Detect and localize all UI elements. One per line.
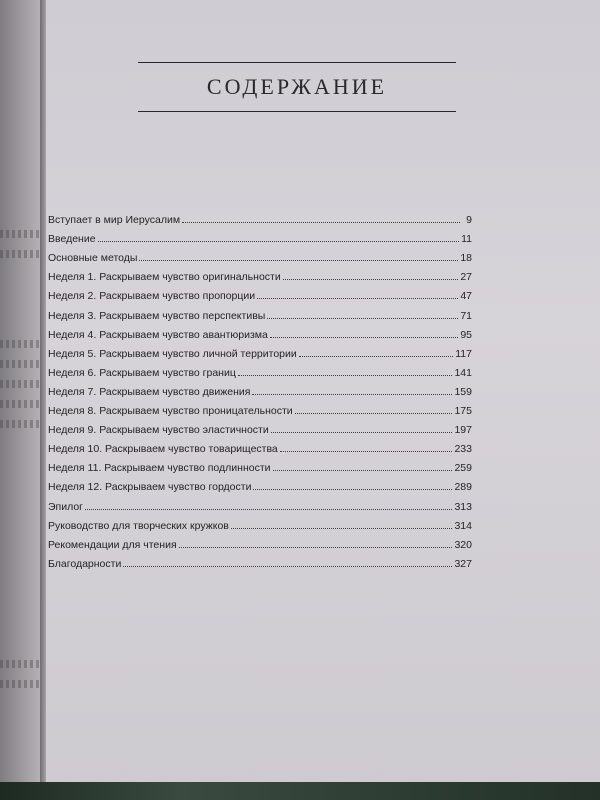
- toc-entry-page-number: 320: [454, 538, 472, 551]
- toc-dot-leader: [123, 566, 452, 567]
- toc-dot-leader: [238, 375, 453, 376]
- toc-dot-leader: [295, 413, 453, 414]
- toc-entry-page-number: 159: [454, 385, 472, 398]
- toc-entry-title: Неделя 11. Раскрываем чувство подлинности: [48, 462, 271, 475]
- toc-entry-page-number: 197: [454, 424, 472, 437]
- toc-entry-page-number: 313: [454, 500, 472, 513]
- toc-dot-leader: [139, 260, 458, 261]
- toc-dot-leader: [283, 279, 459, 280]
- toc-entry-title: Неделя 2. Раскрываем чувство пропорции: [48, 290, 256, 303]
- toc-entry-title: Неделя 5. Раскрываем чувство личной территории: [48, 347, 297, 360]
- toc-entry-page-number: 11: [461, 233, 472, 246]
- toc-entry-title: Неделя 12. Раскрываем чувство гордости: [48, 481, 252, 494]
- toc-entry: [48, 302, 472, 321]
- toc-entry-title: Основные методы: [48, 252, 138, 265]
- toc-entry: [48, 455, 472, 474]
- toc-entry-page-number: 27: [460, 271, 472, 284]
- page-title: СОДЕРЖАНИЕ: [206, 74, 388, 99]
- toc-entry-page-number: 233: [454, 443, 472, 456]
- toc-entry-title: Неделя 3. Раскрываем чувство перспективы: [48, 309, 266, 322]
- toc-entry-title: Введение: [48, 233, 96, 246]
- toc-dot-leader: [257, 298, 458, 299]
- toc-dot-leader: [270, 337, 458, 338]
- toc-entry-title: Неделя 1. Раскрываем чувство оригинальности: [48, 271, 281, 284]
- contents-heading-box: [138, 62, 456, 112]
- toc-entry: [48, 398, 472, 417]
- toc-entry-page-number: 117: [455, 347, 472, 360]
- toc-entry-title: Рекомендации для чтения: [48, 538, 177, 551]
- toc-entry-page-number: 71: [460, 309, 472, 322]
- toc-entry-title: Руководство для творческих кружков: [48, 519, 229, 532]
- toc-dot-leader: [182, 222, 460, 223]
- table-of-contents: [48, 207, 472, 570]
- toc-entry-page-number: 141: [454, 366, 472, 379]
- toc-entry: [48, 379, 472, 398]
- toc-entry-title: Неделя 10. Раскрываем чувство товарищества: [48, 443, 278, 456]
- toc-entry-title: Неделя 4. Раскрываем чувство авантюризма: [48, 328, 268, 341]
- toc-entry-title: Неделя 8. Раскрываем чувство проницательности: [48, 405, 293, 418]
- toc-entry-title: Неделя 9. Раскрываем чувство эластичности: [48, 424, 269, 437]
- toc-dot-leader: [253, 489, 452, 490]
- toc-dot-leader: [231, 528, 453, 529]
- toc-entry: [48, 245, 472, 264]
- toc-entry: [48, 360, 472, 379]
- toc-entry: [48, 417, 472, 436]
- toc-entry: [48, 551, 472, 570]
- toc-entry: [48, 283, 472, 302]
- toc-entry-page-number: 95: [460, 328, 472, 341]
- toc-entry: [48, 513, 472, 532]
- toc-dot-leader: [271, 432, 453, 433]
- toc-entry: [48, 207, 472, 226]
- toc-entry: [48, 226, 472, 245]
- toc-entry-title: Эпилог: [48, 500, 84, 513]
- toc-entry: [48, 532, 472, 551]
- toc-dot-leader: [280, 451, 453, 452]
- toc-entry-page-number: 18: [460, 252, 472, 265]
- toc-entry: [48, 436, 472, 455]
- toc-dot-leader: [179, 547, 453, 548]
- toc-entry-title: Неделя 6. Раскрываем чувство границ: [48, 366, 236, 379]
- toc-dot-leader: [252, 394, 452, 395]
- toc-entry-title: Вступает в мир Иерусалим: [48, 214, 181, 227]
- toc-entry: [48, 264, 472, 283]
- toc-entry-page-number: 289: [454, 481, 472, 494]
- toc-entry-page-number: 175: [454, 405, 472, 418]
- toc-entry-title: Неделя 7. Раскрываем чувство движения: [48, 385, 251, 398]
- toc-entry-page-number: 9: [466, 214, 472, 227]
- toc-dot-leader: [98, 241, 460, 242]
- toc-dot-leader: [273, 470, 453, 471]
- toc-dot-leader: [267, 318, 458, 319]
- toc-entry-title: Благодарности: [48, 557, 122, 570]
- adjacent-page-edge: [0, 0, 44, 800]
- toc-entry-page-number: 259: [454, 462, 472, 475]
- toc-dot-leader: [85, 509, 452, 510]
- toc-entry: [48, 493, 472, 512]
- toc-entry-page-number: 327: [454, 557, 472, 570]
- toc-entry-page-number: 314: [454, 519, 472, 532]
- toc-dot-leader: [299, 356, 454, 357]
- toc-entry: [48, 322, 472, 341]
- toc-entry: [48, 474, 472, 493]
- book-cover-edge: [0, 782, 600, 800]
- toc-entry: [48, 341, 472, 360]
- toc-entry-page-number: 47: [460, 290, 472, 303]
